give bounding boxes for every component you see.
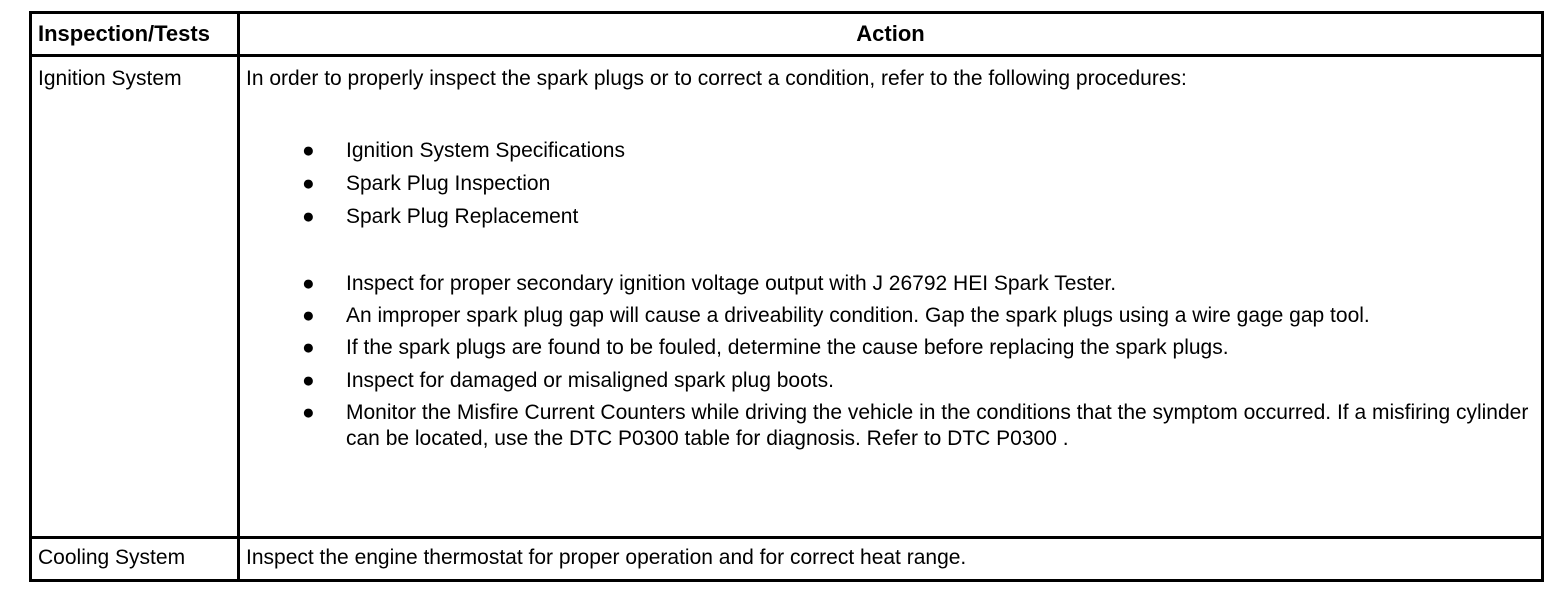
- check-text: Inspect for damaged or misaligned spark plug boots.: [346, 369, 834, 392]
- header-action: Action: [239, 13, 1543, 56]
- table-row: [31, 56, 1543, 538]
- header-inspection-tests: Inspection/Tests: [31, 13, 239, 56]
- list-item: [246, 270, 1529, 298]
- action-ignition: [239, 56, 1543, 538]
- check-list: [246, 270, 1529, 452]
- bullet-icon: ●: [302, 369, 315, 392]
- bullet-icon: ●: [302, 139, 315, 162]
- list-item: [246, 303, 1529, 329]
- procedure-link[interactable]: Spark Plug Inspection: [346, 172, 551, 195]
- check-text: Monitor the Misfire Current Counters while driving the vehicle in the conditions that the symptom occurred. If a misfiring cylinder can be located, use the DTC P0300 table for diagnosis. Refer to DTC P0300 .: [346, 401, 1529, 450]
- list-item: [246, 367, 1529, 395]
- table-row: [31, 538, 1543, 581]
- procedure-link[interactable]: Ignition System Specifications: [346, 139, 625, 162]
- test-name-ignition: Ignition System: [31, 56, 239, 538]
- list-item: [246, 334, 1529, 362]
- check-text: If the spark plugs are found to be fouled, determine the cause before replacing the spark plugs.: [346, 336, 1229, 359]
- table-header-row: [31, 13, 1543, 56]
- inspection-table: [29, 11, 1544, 582]
- action-intro: In order to properly inspect the spark plugs or to correct a condition, refer to the following procedures:: [246, 67, 1187, 90]
- list-item: [246, 137, 1529, 165]
- bullet-icon: ●: [302, 304, 315, 327]
- check-text: An improper spark plug gap will cause a driveability condition. Gap the spark plugs using a wire gage gap tool.: [346, 304, 1370, 327]
- bullet-icon: ●: [302, 172, 315, 195]
- check-text: Inspect for proper secondary ignition voltage output with J 26792 HEI Spark Tester.: [346, 272, 1117, 295]
- procedure-link[interactable]: Spark Plug Replacement: [346, 205, 579, 228]
- test-name-cooling: Cooling System: [31, 538, 239, 581]
- list-item: [246, 170, 1529, 198]
- bullet-icon: ●: [302, 336, 315, 359]
- procedure-list: [246, 137, 1529, 231]
- bullet-icon: ●: [302, 205, 315, 228]
- list-item: [246, 400, 1529, 452]
- bullet-icon: ●: [302, 401, 315, 424]
- list-item: [246, 203, 1529, 231]
- bullet-icon: ●: [302, 272, 315, 295]
- action-cooling: Inspect the engine thermostat for proper operation and for correct heat range.: [239, 538, 1543, 581]
